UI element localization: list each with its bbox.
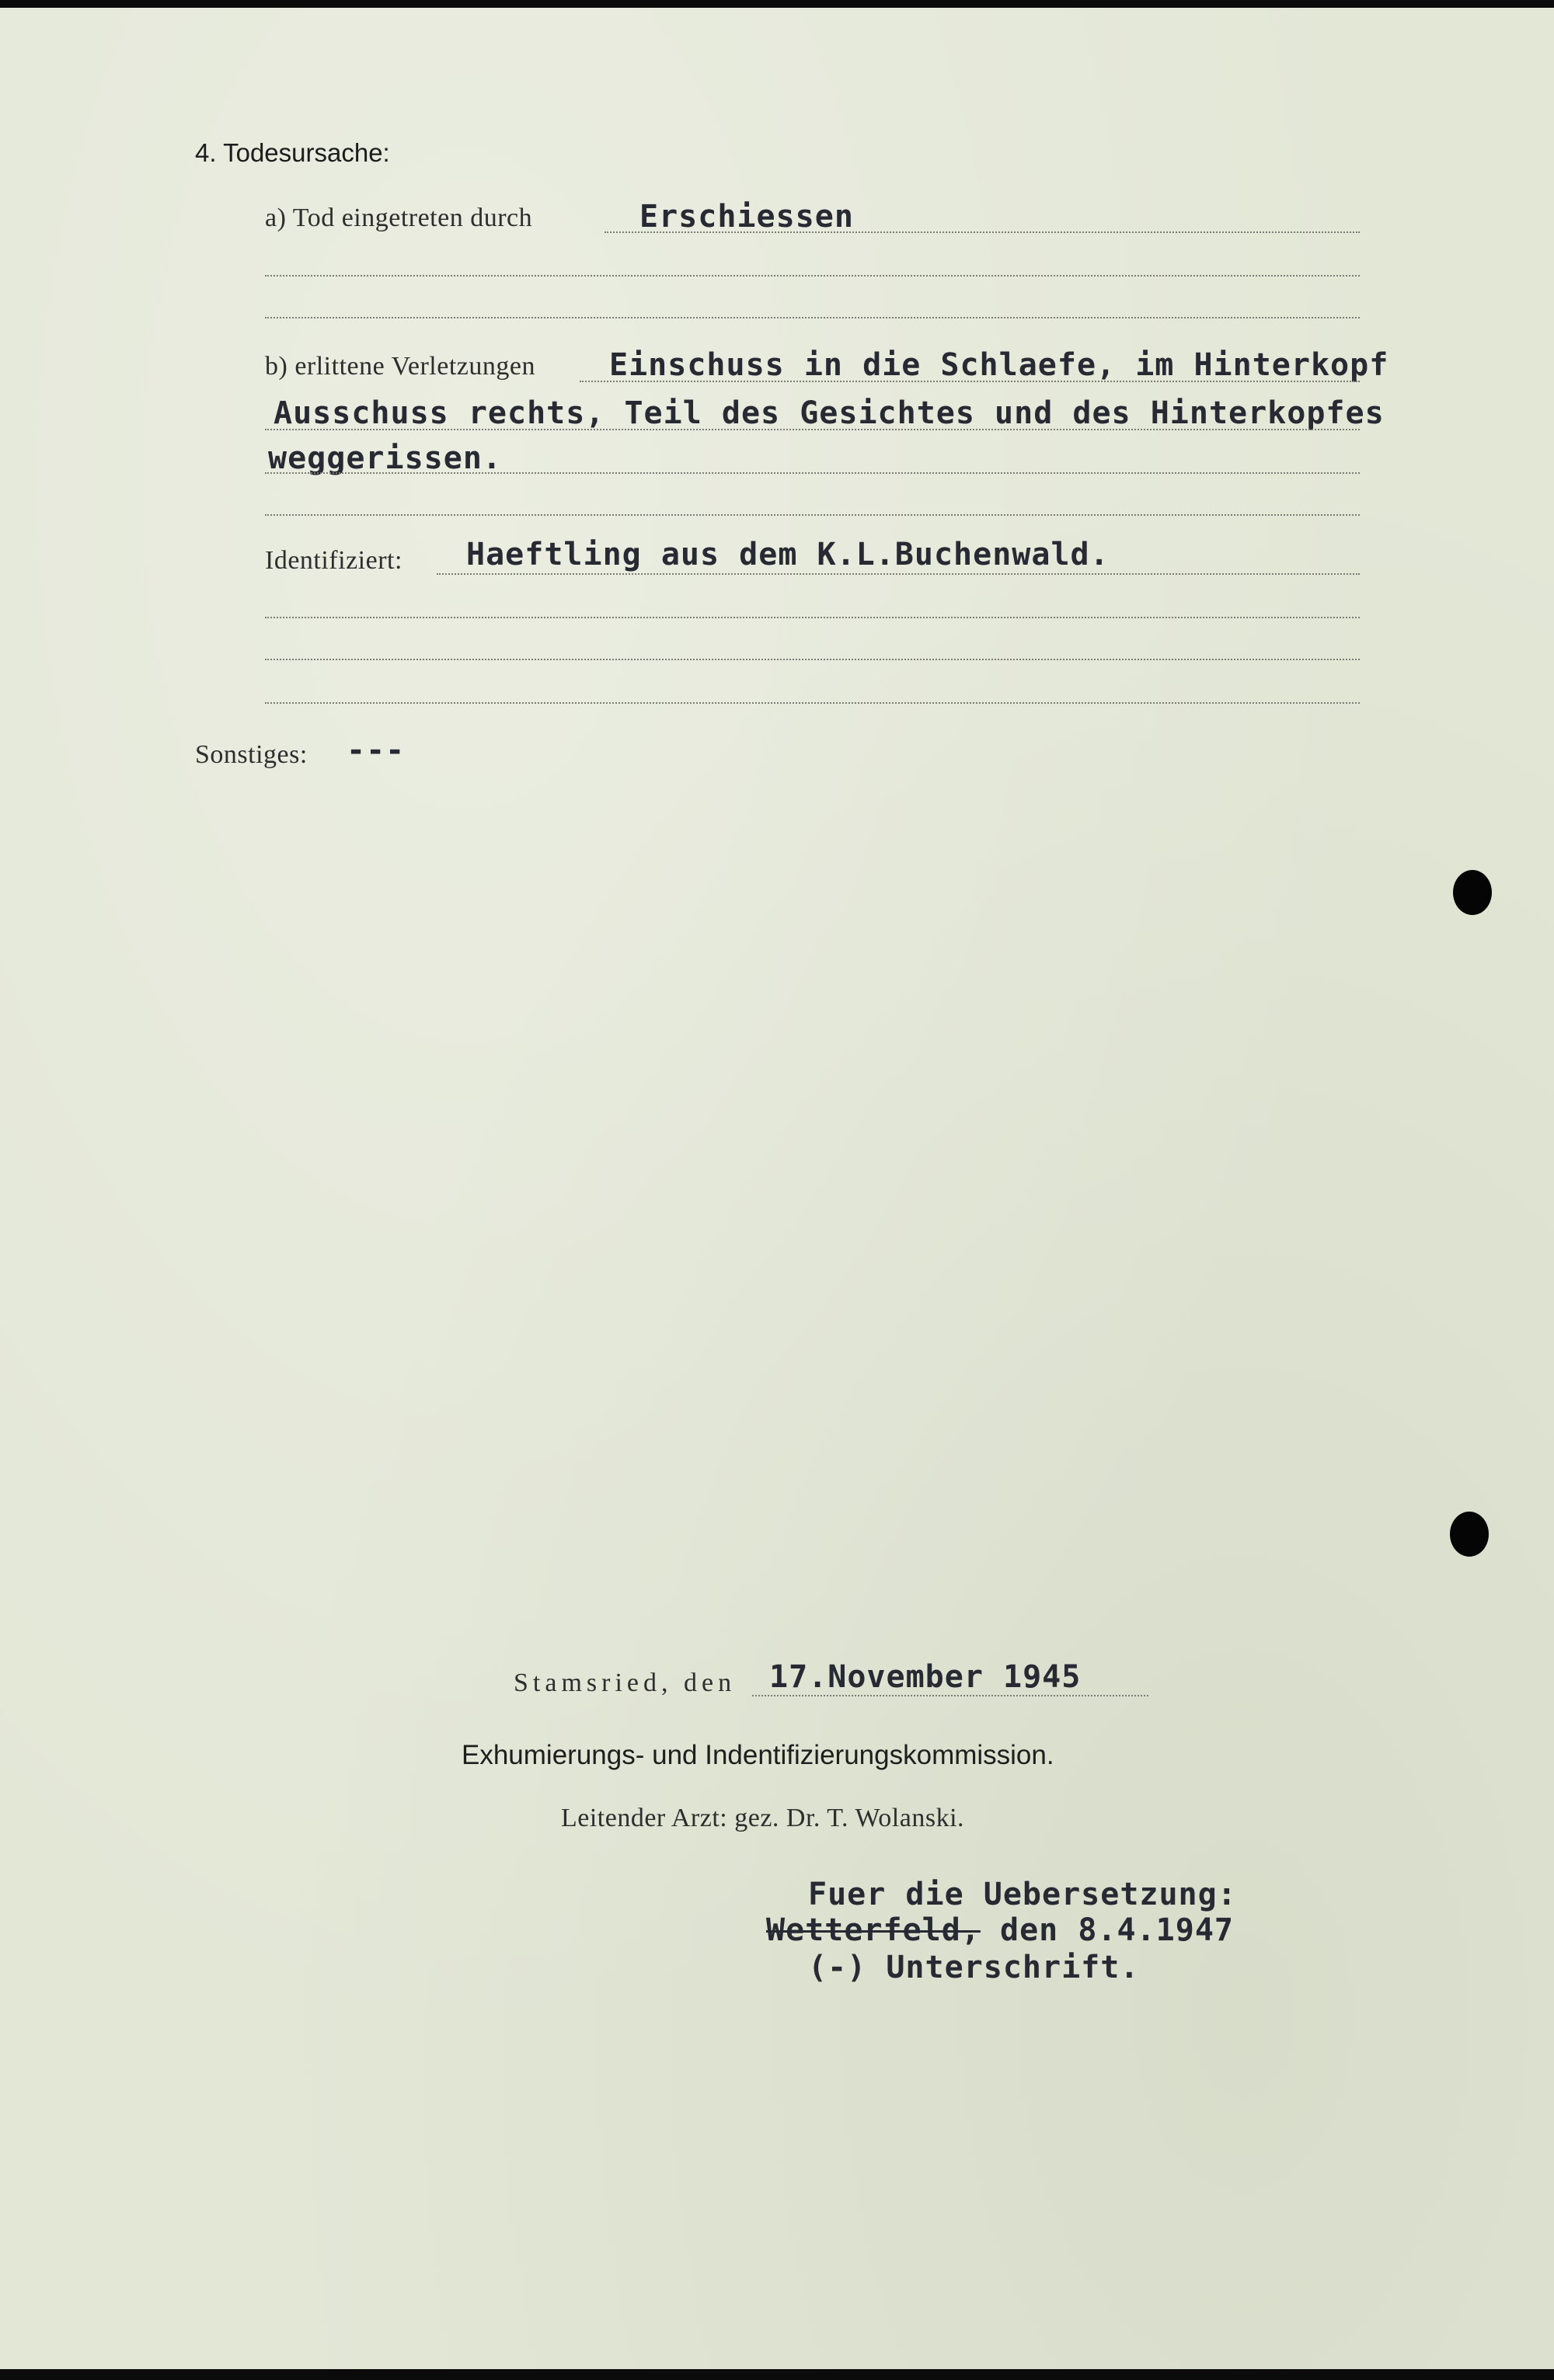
form-line [265,275,1360,277]
translation-line-1: Fuer die Uebersetzung: [808,1877,1237,1912]
commission-title: Exhumierungs- und Indentifizierungskommission. [462,1740,1054,1770]
form-line [265,317,1360,318]
punch-hole [1453,870,1492,915]
section-heading: 4. Todesursache: [195,138,390,167]
form-line [265,617,1360,618]
form-line [265,429,1360,430]
identified-label: Identifiziert: [265,546,402,575]
form-line [437,573,1360,575]
doctor-signature-line: Leitender Arzt: gez. Dr. T. Wolanski. [561,1804,965,1832]
injuries-label: b) erlittene Verletzungen [265,352,535,381]
form-line [265,472,1360,474]
form-line [265,702,1360,704]
misc-label: Sonstiges: [195,740,308,769]
translation-date: den 8.4.1947 [1000,1912,1234,1948]
death-cause-label: a) Tod eingetreten durch [265,204,533,232]
place-date-value: 17.November 1945 [769,1659,1082,1695]
translation-place: Wetterfeld, [766,1912,981,1948]
place-date-label: Stamsried, den [514,1668,737,1697]
form-line [752,1695,1148,1696]
form-line [265,514,1360,516]
translation-line-2 [766,1912,1234,1948]
injuries-line-2: Ausschuss rechts, Teil des Gesichtes und des Hinterkopfes [274,395,1385,431]
translation-line-3: (-) Unterschrift. [808,1950,1140,1985]
injuries-line-3: weggerissen. [268,440,502,476]
form-line [605,231,1360,233]
identified-value: Haeftling aus dem K.L.Buchenwald. [466,537,1110,572]
death-cause-value: Erschiessen [639,199,854,235]
document-page [0,8,1554,2369]
form-line [580,381,1360,382]
injuries-line-1: Einschuss in die Schlaefe, im Hinterkopf [609,347,1389,383]
misc-value: --- [347,732,406,768]
form-line [265,659,1360,660]
punch-hole [1450,1512,1489,1557]
